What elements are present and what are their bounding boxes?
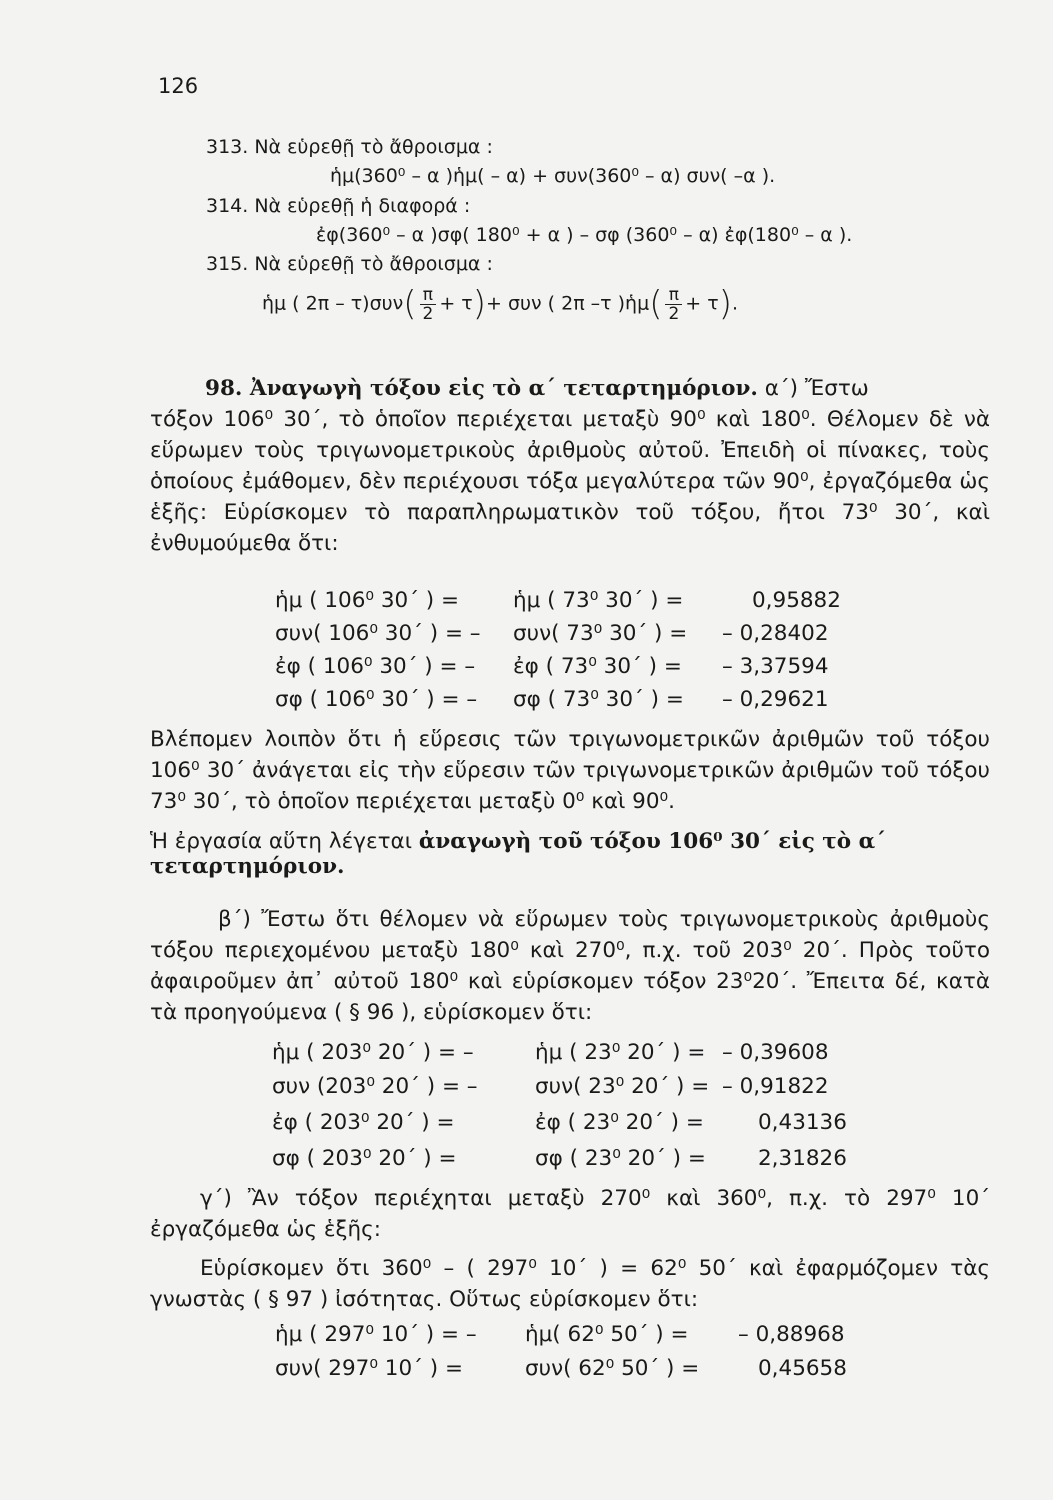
formula-part-2: + συν ( 2π –τ )ἡμ <box>486 292 650 315</box>
plus-tau: + τ <box>439 292 473 315</box>
page-number: 126 <box>158 74 199 98</box>
exercise-314-label: 314. Νὰ εὑρεθῇ ἡ διαφορά : <box>206 195 471 217</box>
formula-part-1: ἡμ ( 2π – τ)συν <box>262 292 404 315</box>
section-heading: 98. Ἀναγωγὴ τόξου εἰς τὸ α΄ τεταρτημόριον. <box>205 376 758 401</box>
paragraph-2-definition: Ἡ ἐργασία αὕτη λέγεται ἀναγωγὴ τοῦ τόξου 106⁰ 30΄ εἰς τὸ α΄ τεταρτημόριον. <box>150 829 886 879</box>
paragraph-5: Εὑρίσκομεν ὅτι 360⁰ – ( 297⁰ 10΄ ) = 62⁰ 50΄ καὶ ἐφαρμόζομεν τὰς γνωστὰς ( § 97 ) ἰσότητας. Οὕτως εὑρίσκομεν ὅτι: <box>150 1256 990 1312</box>
table-row: συν( 106⁰ 30΄ ) = – συν( 73⁰ 30΄ ) = – 0,28402 <box>275 621 829 646</box>
formula-end: . <box>731 292 739 315</box>
exercise-315-formula <box>262 284 738 324</box>
table-row: ἐφ ( 106⁰ 30΄ ) = – ἐφ ( 73⁰ 30΄ ) = – 3,37594 <box>275 654 829 679</box>
paragraph-3: β΄) Ἔστω ὅτι θέλομεν νὰ εὕρωμεν τοὺς τριγωνομετρικοὺς ἀριθμοὺς τόξου περιεχομένου μεταξὺ 180⁰ καὶ 270⁰, π.χ. τοῦ 203⁰ 20΄. Πρὸς τοῦτο ἀφαιροῦμεν ἀπ᾿ αὐτοῦ 180⁰ καὶ εὑρίσκομεν τόξον 23⁰20΄. Ἔπειτα δέ, κατὰ τὰ προηγούμενα ( § 96 ), εὑρίσκομεν ὅτι: <box>150 907 990 1025</box>
table-row: συν( 297⁰ 10΄ ) = συν( 62⁰ 50΄ ) = 0,45658 <box>275 1356 847 1381</box>
definition-bold: ἀναγωγὴ τοῦ τόξου 106⁰ 30΄ εἰς τὸ α΄ τεταρτημόριον. <box>150 829 886 879</box>
fraction-pi-over-2: $\frac{\pi}{2}$ <box>420 286 437 323</box>
exercise-315-label: 315. Νὰ εὑρεθῇ τὸ ἄθροισμα : <box>206 253 493 275</box>
paragraph-2: Βλέπομεν λοιπὸν ὅτι ἡ εὕρεσις τῶν τριγωνομετρικῶν ἀριθμῶν τοῦ τόξου 106⁰ 30΄ ἀνάγεται εἰς τὴν εὕρεσιν τῶν τριγωνομετρικῶν ἀριθμῶν τοῦ τόξου 73⁰ 30΄, τὸ ὁποῖον περιέχεται μεταξὺ 0⁰ καὶ 90⁰. <box>150 727 990 814</box>
exercise-313-label: 313. Νὰ εὑρεθῇ τὸ ἄθροισμα : <box>206 136 493 158</box>
table-row: συν (203⁰ 20΄ ) = – συν( 23⁰ 20΄ ) = – 0,91822 <box>272 1074 829 1099</box>
paragraph-4: γ΄) Ἂν τόξον περιέχηται μεταξὺ 270⁰ καὶ 360⁰, π.χ. τὸ 297⁰ 10΄ ἐργαζόμεθα ὡς ἑξῆς: <box>150 1186 990 1242</box>
left-paren: ( <box>403 284 417 324</box>
plus-tau-2: + τ <box>685 292 719 315</box>
section-heading-line <box>205 373 869 404</box>
left-paren-2: ( <box>649 284 663 324</box>
right-paren: ) <box>472 284 486 324</box>
exercise-313-formula: ἡμ(360⁰ – α )ἡμ( – α) + συν(360⁰ – α) συν( –α ). <box>330 165 776 187</box>
right-paren-2: ) <box>718 284 732 324</box>
table-row: σφ ( 203⁰ 20΄ ) = σφ ( 23⁰ 20΄ ) = 2,31826 <box>272 1146 847 1171</box>
fraction-pi-over-2-second: $\frac{\pi}{2}$ <box>665 286 682 323</box>
table-row: ἡμ ( 106⁰ 30΄ ) = ἡμ ( 73⁰ 30΄ ) = 0,95882 <box>275 588 841 613</box>
paragraph-1: τόξον 106⁰ 30΄, τὸ ὁποῖον περιέχεται μεταξὺ 90⁰ καὶ 180⁰. Θέλομεν δὲ νὰ εὕρωμεν τοὺς τριγωνομετρικοὺς ἀριθμοὺς αὐτοῦ. Ἐπειδὴ οἱ πίνακες, τοὺς ὁποίους ἐμάθομεν, δὲν περιέχουσι τόξα μεγαλύτερα τῶν 90⁰, ἐργαζόμεθα ὡς ἑξῆς: Εὑρίσκομεν τὸ παραπληρωματικὸν τοῦ τόξου, ἤτοι 73⁰ 30΄, καὶ ἐνθυμούμεθα ὅτι: <box>150 407 990 556</box>
table-row: σφ ( 106⁰ 30΄ ) = – σφ ( 73⁰ 30΄ ) = – 0,29621 <box>275 687 829 712</box>
exercise-314-formula: ἐφ(360⁰ – α )σφ( 180⁰ + α ) – σφ (360⁰ – α) ἐφ(180⁰ – α ). <box>316 224 853 246</box>
table-row: ἡμ ( 297⁰ 10΄ ) = – ἡμ( 62⁰ 50΄ ) = – 0,88968 <box>275 1322 845 1347</box>
case-a-intro: α΄) Ἔστω <box>764 376 869 401</box>
table-row: ἡμ ( 203⁰ 20΄ ) = – ἡμ ( 23⁰ 20΄ ) = – 0,39608 <box>272 1040 829 1065</box>
table-row: ἐφ ( 203⁰ 20΄ ) = ἐφ ( 23⁰ 20΄ ) = 0,43136 <box>272 1110 847 1135</box>
